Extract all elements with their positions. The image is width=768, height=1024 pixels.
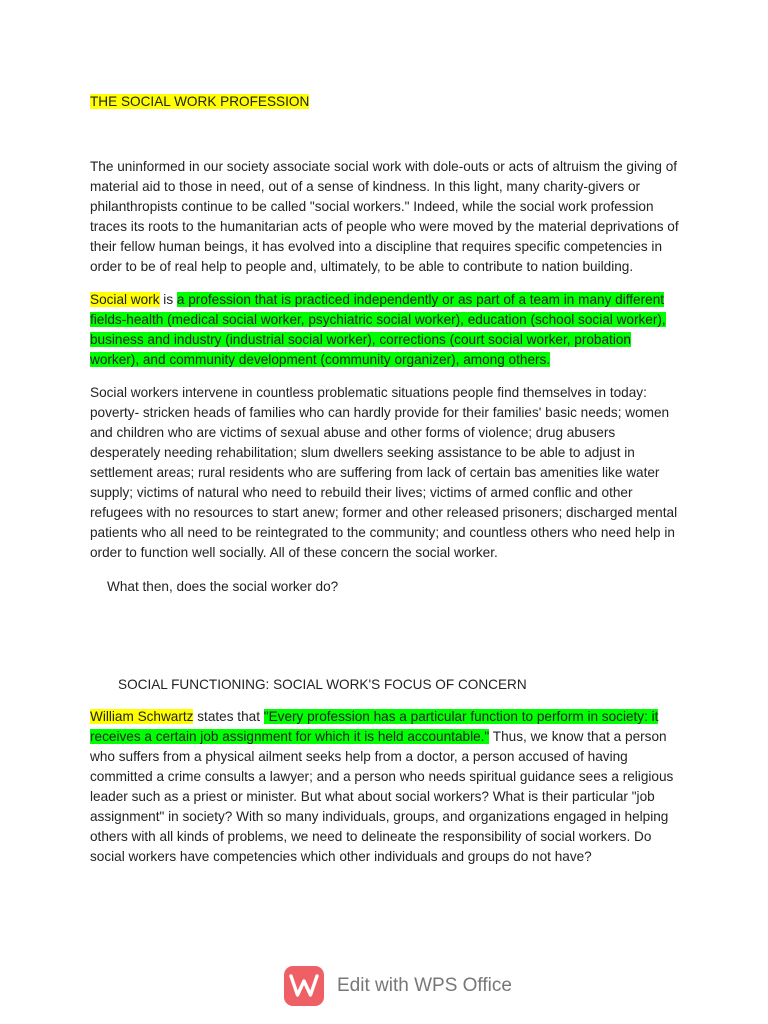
wps-office-logo-icon [284, 966, 324, 1006]
edit-with-wps-label: Edit with WPS Office [337, 975, 512, 996]
paragraph-intro: The uninformed in our society associate social work with dole-outs or acts of altruism the giving of material aid to those in need, out of a sense of kindness. In this light, many charity-givers or philanthropists continue to be called "social workers." Indeed, while the social work profession traces its roots to the humanitarian acts of people who were moved by the material deprivations of their fellow human beings, it has evolved into a discipline that requires specific competencies in order to be of real help to people and, ultimately, to be able to contribute to nation building. [90, 159, 679, 274]
connector-is: is [159, 292, 177, 307]
name-william-schwartz: William Schwartz [90, 709, 194, 724]
document-title [90, 92, 309, 112]
paragraph-schwartz [90, 707, 680, 867]
definition-highlight: a profession that is practiced independently or as part of a team in many different fields-health (medical social worker, psychiatric social worker), education (school social worker), business and industry (industrial social worker), corrections (court social worker, probation worker), and community development (community organizer), among others. [90, 292, 666, 367]
paragraph-interventions: Social workers intervene in countless problematic situations people find themselves in today: poverty- stricken heads of families who can hardly provide for their families' basic needs; women and children who are victims of sexual abuse and other forms of violence; drug abusers desperately needing rehabilitation; slum dwellers seeking assistance to be able to adjust in settlement areas; rural residents who are suffering from lack of certain bas amenities like water supply; victims of natural who need to rebuild their lives; victims of armed conflic and other refugees with no resources to start anew; former and other released prisoners; discharged mental patients who all need to be reintegrated to the community; and countless others who need help in order to function well socially. All of these concern the social worker. [90, 385, 678, 560]
question-line: What then, does the social worker do? [107, 579, 339, 594]
paragraph-definition [90, 290, 680, 370]
term-social-work: Social work [90, 292, 160, 307]
title-highlight: THE SOCIAL WORK PROFESSION [90, 94, 310, 109]
edit-with-wps-link[interactable] [284, 965, 512, 1007]
connector-states-that: states that [193, 709, 264, 724]
paragraph-schwartz-rest: Thus, we know that a person who suffers from a physical ailment seeks help from a doctor, a person accused of having committed a crime consults a lawyer; and a person who needs spiritual guidance sees a religious leader such as a priest or minister. But what about social workers? What is their particular "job assignment" in society? With so many individuals, groups, and organizations engaged in helping others with all kinds of problems, we need to delineate the responsibility of social workers. Do social workers have competencies which other individuals and groups do not have? [90, 729, 674, 864]
quote-highlight: "Every profession has a particular function to perform in society: it receives a certain job assignment for which it is held accountable." [90, 709, 659, 744]
section-heading: SOCIAL FUNCTIONING: SOCIAL WORK'S FOCUS OF CONCERN [118, 677, 527, 692]
